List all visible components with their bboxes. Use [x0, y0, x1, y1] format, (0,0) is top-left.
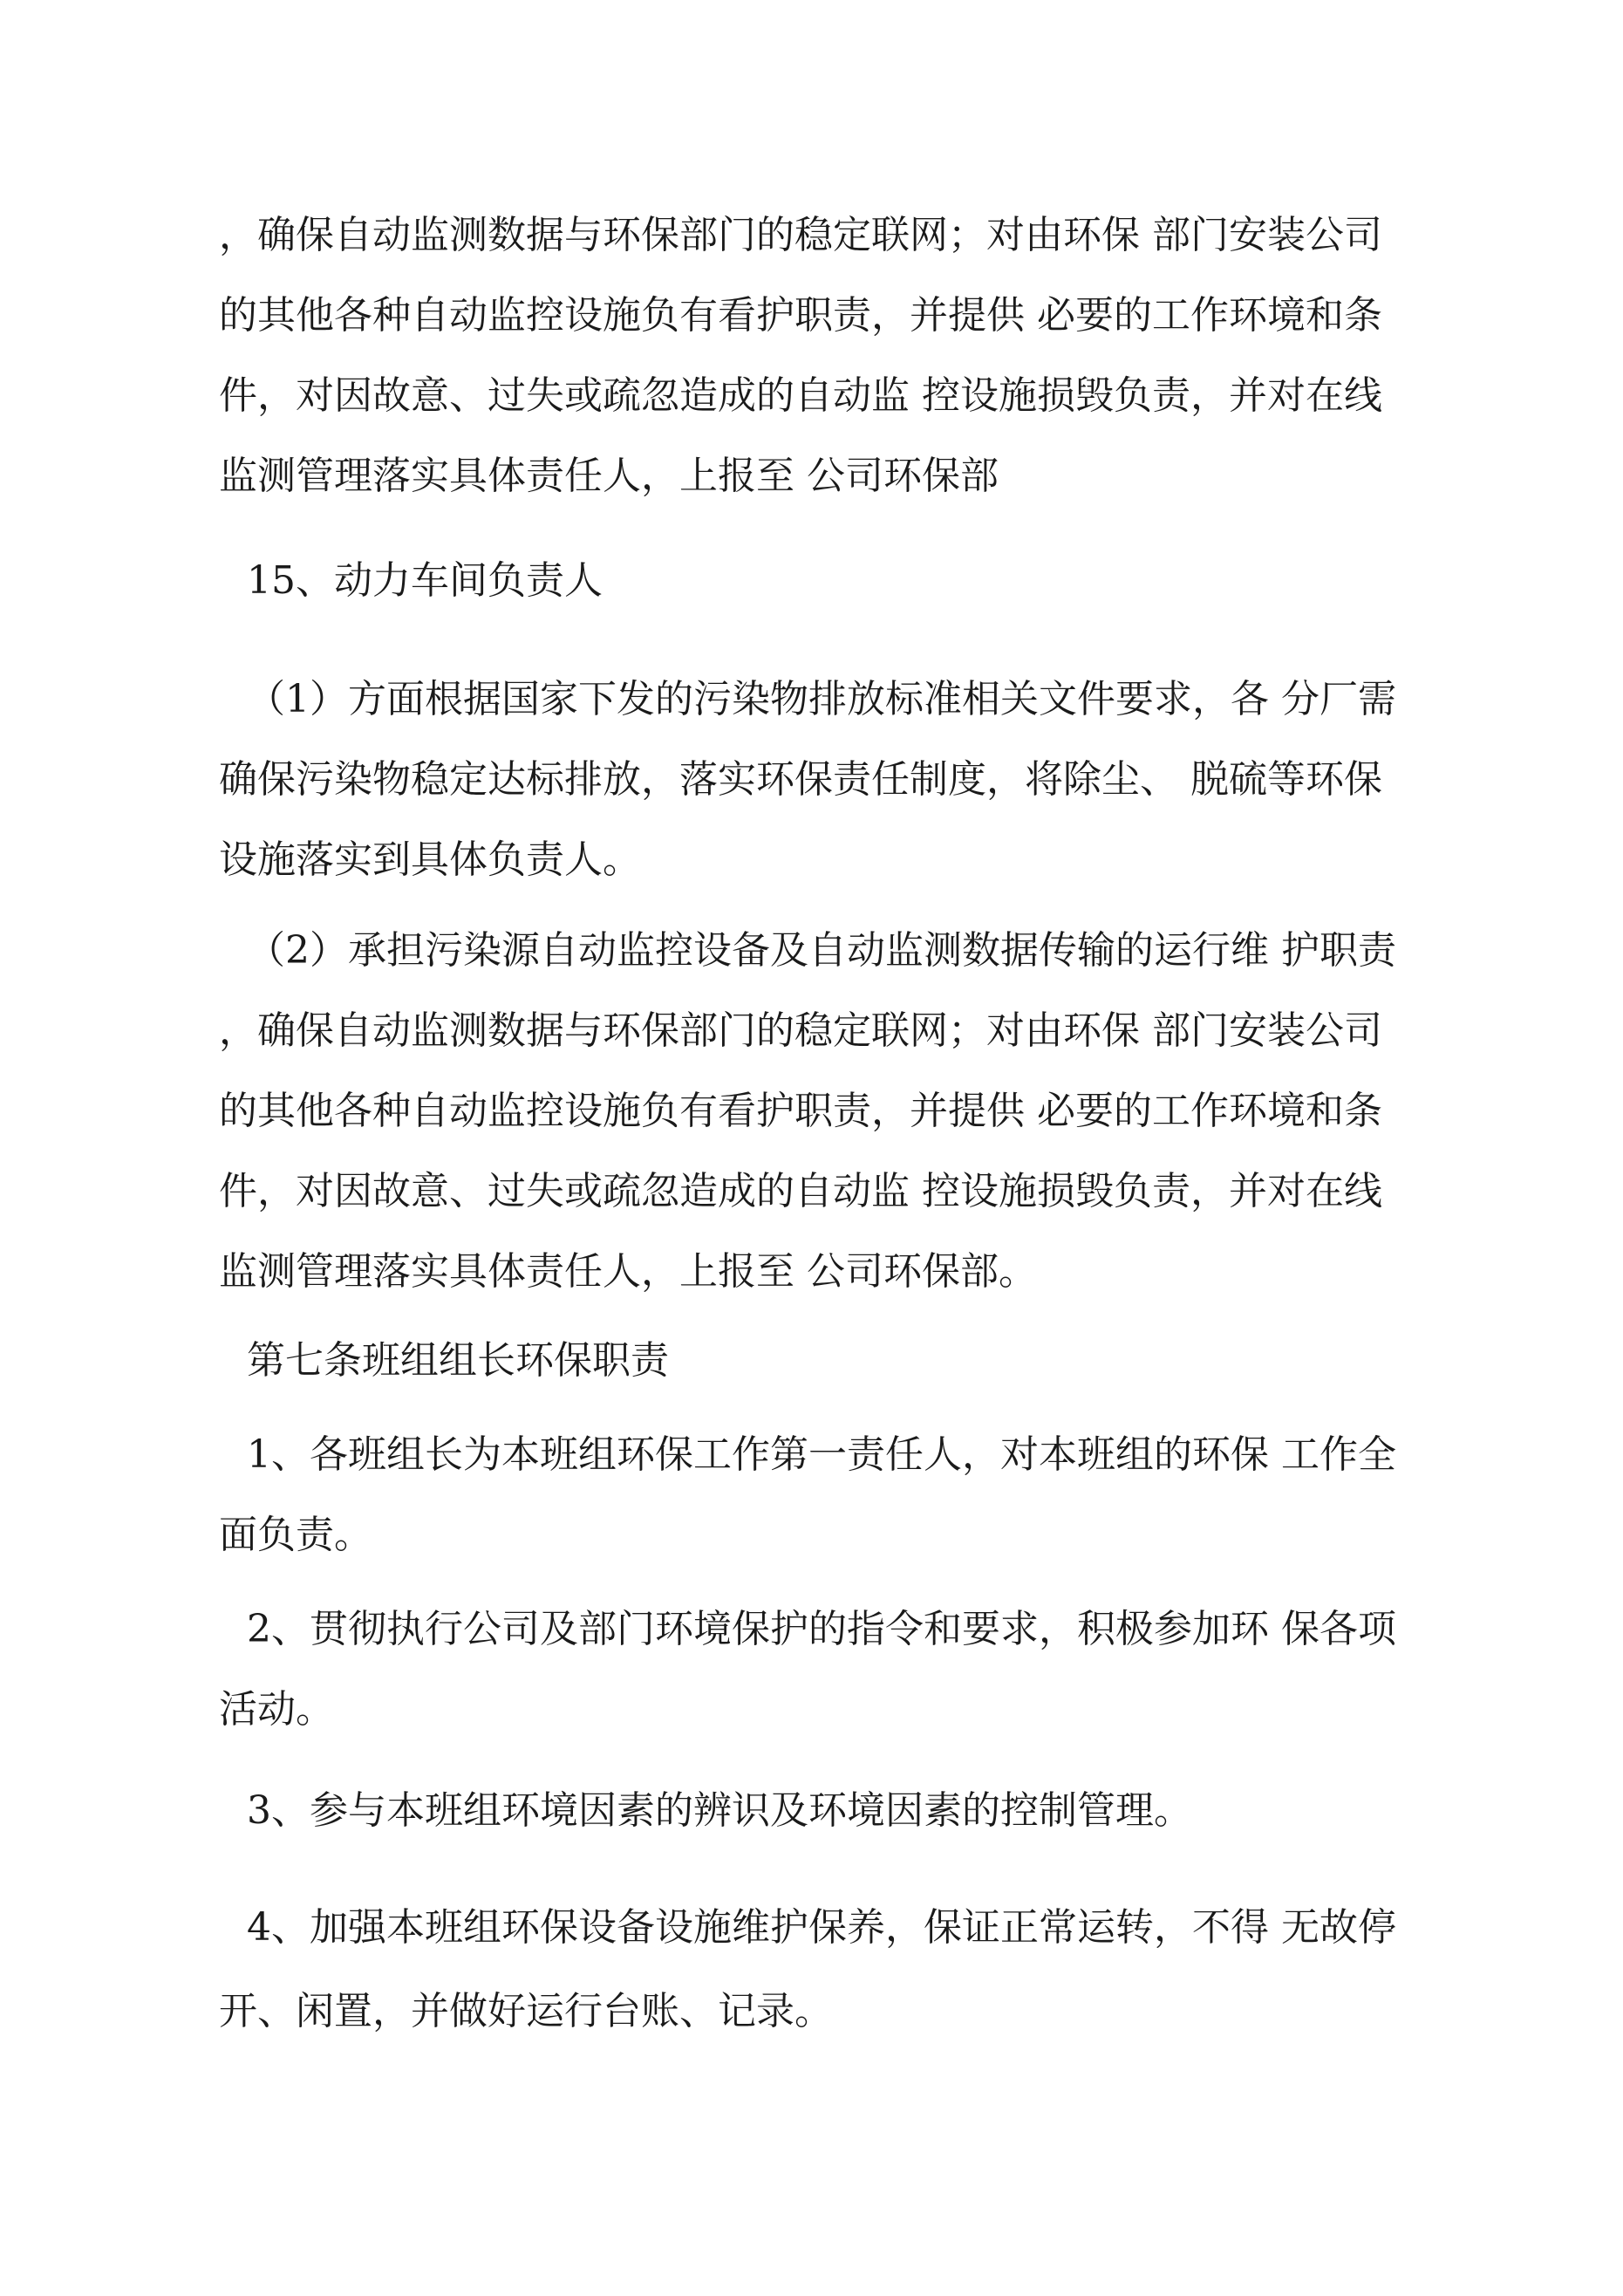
- text-line: 监测管理落实具体责任人，上报至 公司环保部: [219, 454, 999, 498]
- section-heading: 第七条班组组长环保职责: [247, 1338, 669, 1383]
- text-line: 4、加强本班组环保设备设施维护保养，保证正常运转，不得 无故停: [247, 1905, 1396, 1950]
- text-line: 1、各班组长为本班组环保工作第一责任人，对本班组的环保 工作全: [247, 1432, 1396, 1477]
- text-line: 的其他各种自动监控设施负有看护职责，并提供 必要的工作环境和条: [219, 1089, 1382, 1133]
- text-line: 面负责。: [219, 1513, 372, 1557]
- text-line: 件，对因故意、过失或疏忽造成的自动监 控设施损毁负责，并对在线: [219, 1169, 1382, 1213]
- text-line: （1）方面根据国家下发的污染物排放标准相关文件要求，各 分厂需: [247, 677, 1396, 721]
- text-line: 的其他各种自动监控设施负有看护职责，并提供 必要的工作环境和条: [219, 293, 1382, 338]
- text-line: 开、闲置，并做好运行台账、记录。: [219, 1989, 833, 2033]
- text-line: 确保污染物稳定达标排放，落实环保责任制度，将除尘、 脱硫等环保: [219, 757, 1382, 802]
- text-line: （2）承担污染源自动监控设备及自动监测数据传输的运行维 护职责: [247, 928, 1396, 973]
- section-heading: 15、动力车间负责人: [247, 558, 603, 603]
- text-line: 3、参与本班组环境因素的辨识及环境因素的控制管理。: [247, 1788, 1192, 1833]
- text-line: 2、贯彻执行公司及部门环境保护的指令和要求，积极参加环 保各项: [247, 1607, 1396, 1651]
- text-line: 监测管理落实具体责任人，上报至 公司环保部。: [219, 1249, 1037, 1294]
- text-line: ，确保自动监测数据与环保部门的稳定联网；对由环保 部门安装公司: [219, 1008, 1382, 1053]
- text-line: 活动。: [219, 1687, 334, 1732]
- text-line: 设施落实到具体负责人。: [219, 837, 641, 882]
- text-line: 件，对因故意、过失或疏忽造成的自动监 控设施损毁负责，并对在线: [219, 373, 1382, 418]
- text-line: ，确保自动监测数据与环保部门的稳定联网；对由环保 部门安装公司: [219, 213, 1382, 257]
